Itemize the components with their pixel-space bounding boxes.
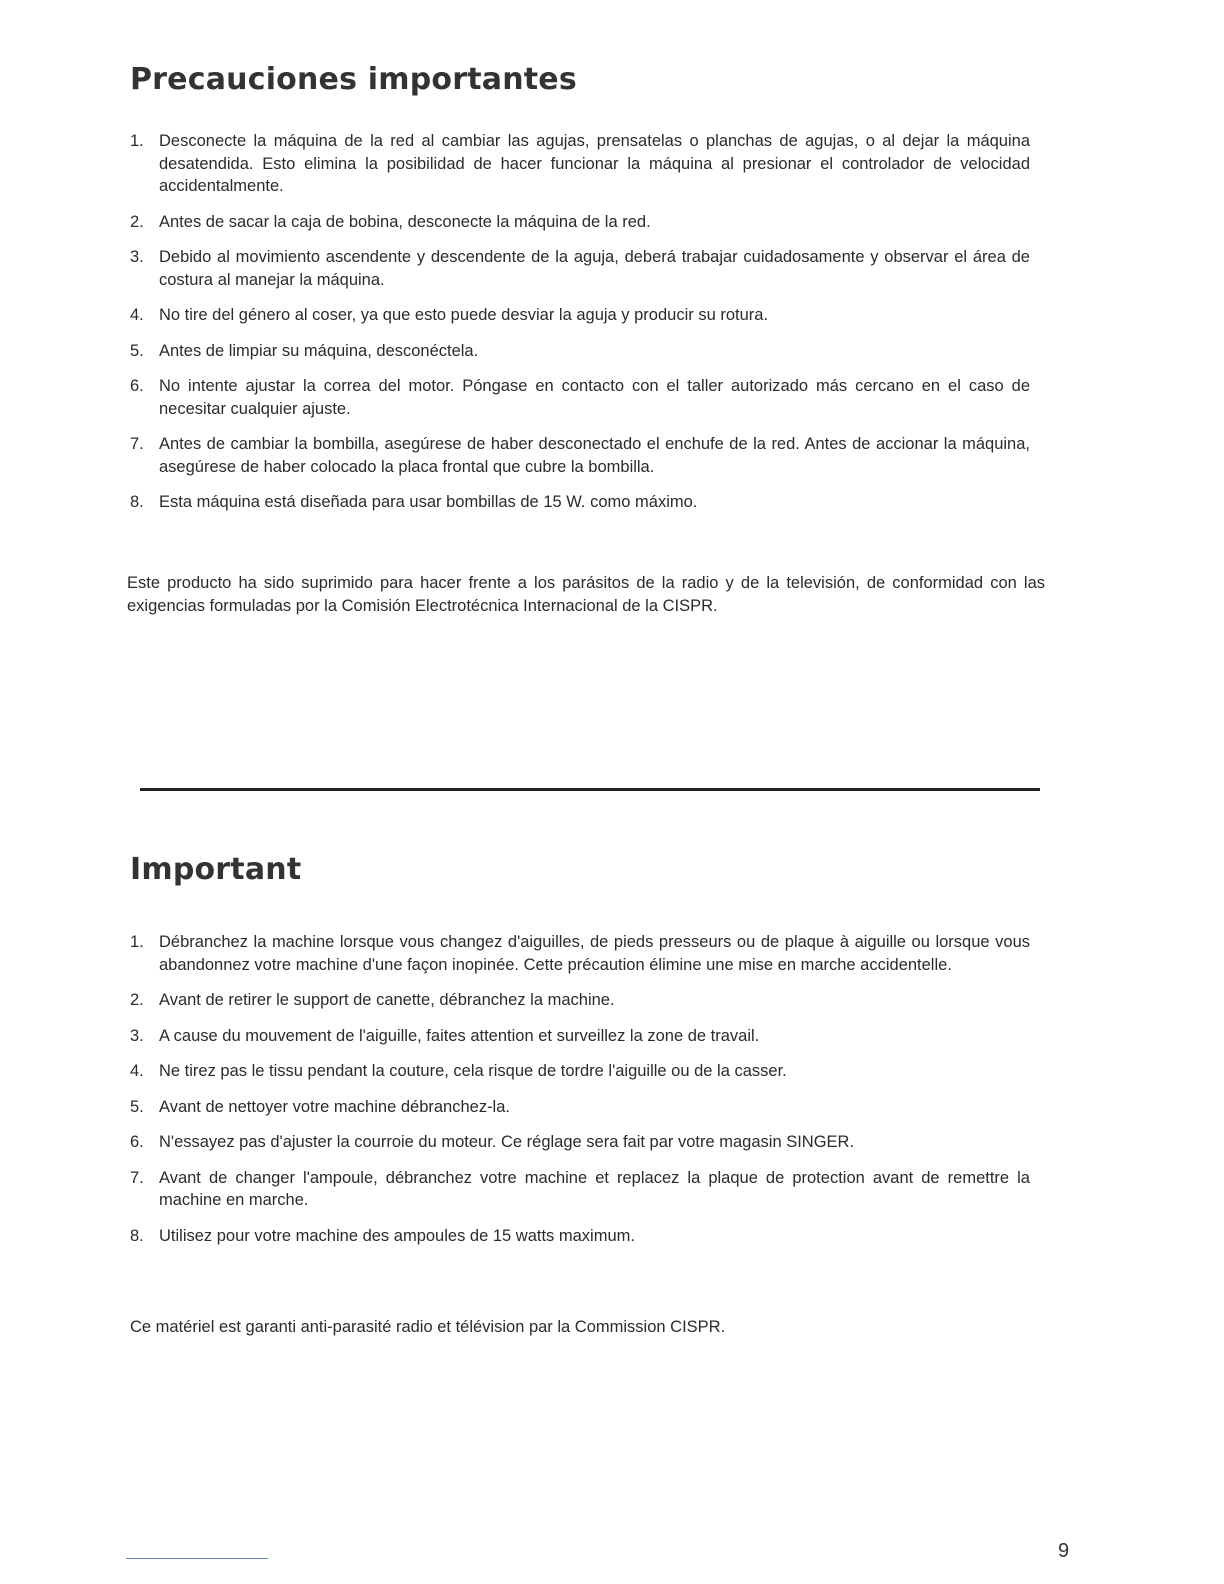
list-item bbox=[130, 211, 1030, 234]
item-number: 1. bbox=[130, 933, 144, 951]
item-number: 4. bbox=[130, 306, 144, 324]
item-text: Utilisez pour votre machine des ampoules de 15 watts maximum. bbox=[159, 1226, 635, 1245]
item-text: Antes de limpiar su máquina, desconéctela. bbox=[159, 341, 479, 360]
item-number: 6. bbox=[130, 377, 144, 395]
page-number: 9 bbox=[1058, 1540, 1070, 1562]
item-number: 8. bbox=[130, 493, 144, 511]
item-text: Avant de retirer le support de canette, débranchez la machine. bbox=[159, 991, 615, 1009]
list-item bbox=[130, 989, 1030, 1012]
item-number: 4. bbox=[130, 1062, 144, 1080]
list-item bbox=[130, 1096, 1030, 1119]
list-item bbox=[130, 931, 1030, 976]
item-text: No tire del género al coser, ya que esto puede desviar la aguja y producir su rotura. bbox=[159, 306, 769, 324]
item-text: Ne tirez pas le tissu pendant la couture, cela risque de tordre l'aiguille ou de la casser. bbox=[159, 1062, 787, 1080]
item-text: Avant de nettoyer votre machine débranchez-la. bbox=[159, 1097, 510, 1116]
item-text: Débranchez la machine lorsque vous changez d'aiguilles, de pieds presseurs ou de plaque à aiguille ou lorsque vous abandonnez votre machine d'une façon inopinée. Cette précaution élimine une mise en marche accidentelle. bbox=[159, 933, 1030, 974]
list-item bbox=[130, 1167, 1030, 1212]
list-item bbox=[130, 1060, 1030, 1083]
item-number: 7. bbox=[130, 1168, 144, 1187]
item-text: Antes de cambiar la bombilla, asegúrese de haber desconectado el enchufe de la red. Antes de accionar la máquina, asegúrese de haber colocado la placa frontal que cubre la bombilla. bbox=[159, 435, 1030, 476]
item-number: 2. bbox=[130, 991, 144, 1009]
item-text: Debido al movimiento ascendente y descendente de la aguja, deberá trabajar cuidadosamente y observar el área de costura al manejar la máquina. bbox=[159, 248, 1030, 289]
french-cispr-note: Ce matériel est garanti anti-parasité radio et télévision par la Commission CISPR. bbox=[130, 1318, 726, 1336]
item-number: 8. bbox=[130, 1226, 144, 1245]
list-item bbox=[130, 375, 1030, 420]
item-text: No intente ajustar la correa del motor. Póngase en contacto con el taller autorizado más cercano en el caso de necesitar cualquier ajuste. bbox=[159, 377, 1030, 418]
item-number: 5. bbox=[130, 1097, 144, 1116]
item-text: Antes de sacar la caja de bobina, desconecte la máquina de la red. bbox=[159, 212, 651, 231]
spanish-precautions-list bbox=[130, 130, 1030, 527]
list-item bbox=[130, 1225, 1030, 1248]
item-text: N'essayez pas d'ajuster la courroie du moteur. Ce réglage sera fait par votre magasin SINGER. bbox=[159, 1133, 855, 1151]
list-item bbox=[130, 130, 1030, 198]
item-number: 3. bbox=[130, 248, 144, 266]
item-number: 7. bbox=[130, 435, 144, 453]
item-number: 6. bbox=[130, 1133, 144, 1151]
section-divider bbox=[140, 788, 1040, 791]
french-precautions-list bbox=[130, 931, 1030, 1260]
list-item bbox=[130, 433, 1030, 478]
footer-line bbox=[126, 1558, 268, 1559]
item-text: Avant de changer l'ampoule, débranchez votre machine et replacez la plaque de protection avant de remettre la machine en marche. bbox=[159, 1168, 1030, 1209]
item-text: A cause du mouvement de l'aiguille, faites attention et surveillez la zone de travail. bbox=[159, 1026, 760, 1045]
item-number: 2. bbox=[130, 212, 144, 231]
item-number: 5. bbox=[130, 341, 144, 360]
item-text: Desconecte la máquina de la red al cambiar las agujas, prensatelas o planchas de agujas, o al dejar la máquina desatendida. Esto elimina la posibilidad de hacer funcionar la máquina al presionar el controlador de velocidad accidentalmente. bbox=[159, 132, 1030, 195]
list-item bbox=[130, 340, 1030, 363]
spanish-cispr-note: Este producto ha sido suprimido para hacer frente a los parásitos de la radio y de la televisión, de conformidad con las exigencias formuladas por la Comisión Electrotécnica Internacional de la CISPR. bbox=[127, 574, 1045, 615]
list-item bbox=[130, 491, 1030, 514]
list-item bbox=[130, 304, 1030, 327]
item-text: Esta máquina está diseñada para usar bombillas de 15 W. como máximo. bbox=[159, 493, 698, 511]
list-item bbox=[130, 1025, 1030, 1048]
list-item bbox=[130, 246, 1030, 291]
french-section-title: Important bbox=[130, 852, 302, 887]
item-number: 3. bbox=[130, 1026, 144, 1045]
spanish-section-title: Precauciones importantes bbox=[130, 62, 577, 97]
list-item bbox=[130, 1131, 1030, 1154]
item-number: 1. bbox=[130, 132, 144, 150]
